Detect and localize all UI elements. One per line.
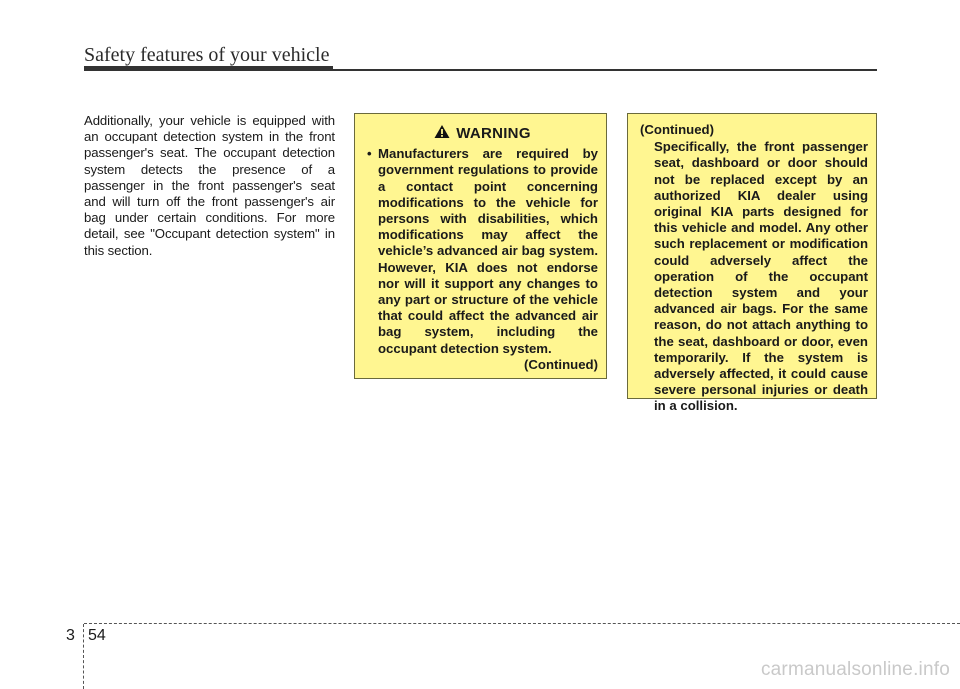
- warning-title: WARNING: [456, 124, 531, 142]
- page-number: 54: [88, 627, 106, 644]
- warning-item: [367, 146, 598, 357]
- warning-heading: [367, 124, 598, 143]
- header-rule-thin: [333, 69, 877, 71]
- footer-rule-vertical: [83, 624, 85, 689]
- continuation-text: Specifically, the front passenger seat, dashboard or door should not be replaced except by an authorized KIA dealer using original KIA parts designed for this vehicle and model. Any other such replacement or modification could adversely affect the operation of the occupant detection system and your advanced air bags. For the same reason, do not attach anything to the seat, dashboard or door, even temporarily. If the system is adversely affected, it could cause severe personal injuries or death in a collision.: [654, 139, 868, 414]
- bullet-glyph: •: [367, 146, 372, 162]
- warning-triangle-icon: [434, 124, 450, 143]
- section-title: Safety features of your vehicle: [84, 44, 330, 66]
- header-rule-thick: [84, 66, 333, 71]
- warning-continued-label: (Continued): [524, 356, 598, 372]
- warning-text: Manufacturers are required by government regulations to provide a contact point concerning modifications to the vehicle for persons with disabilities, which modifications may affect the vehicle’s advanced air bag system. However, KIA does not endorse nor will it support any changes to any part or structure of the vehicle that could affect the advanced air bag system, including the occupant detection system.: [378, 146, 598, 356]
- intro-paragraph: Additionally, your vehicle is equipped with an occupant detection system in the front passenger's seat. The occupant detection system detects the presence of a passenger in the front passenger's seat and will turn off the front passenger's air bag under certain conditions. For more detail, see "Occupant detection system" in this section.: [84, 113, 335, 258]
- warning-list: [367, 146, 598, 357]
- continuation-label: (Continued): [640, 122, 714, 137]
- chapter-number: 3: [66, 627, 75, 644]
- warning-box: [354, 113, 607, 379]
- footer-rule-horizontal: [84, 623, 960, 625]
- watermark: carmanualsonline.info: [760, 659, 950, 680]
- warning-continuation-box: [627, 113, 877, 414]
